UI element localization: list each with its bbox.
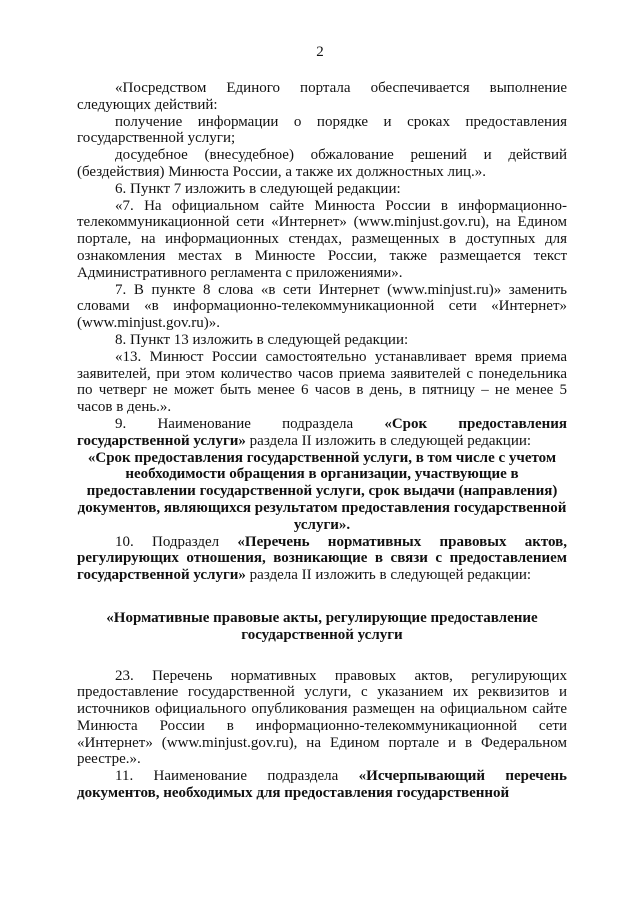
item-9-tail: раздела II изложить в следующей редакции: — [245, 432, 532, 449]
heading-normative-acts: «Нормативные правовые акты, регулирующие предоставление государственной услуги — [106, 609, 538, 643]
paragraph-appeal: досудебное (внесудебное) обжалование решений и действий (бездействия) Минюста России, а также их должностных лиц.». — [77, 147, 567, 180]
item-9-lead: 9. Наименование подраздела — [115, 415, 385, 432]
item-10-bold: «Перечень нормативных правовых актов, регулирующих отношения, возникающие в связи с предоставлением государственной услуги» — [77, 533, 567, 584]
item-10-lead: 10. Подраздел — [115, 533, 238, 550]
paragraph-item-13-text: «13. Минюст России самостоятельно устанавливает время приема заявителей, при этом количество часов приема заявителей с понедельника по четверг не может быть менее 6 часов в день, в пятницу – не менее 5 часов в день.». — [77, 348, 567, 416]
page-number: 2 — [316, 44, 324, 60]
paragraph-item-10 — [77, 534, 567, 584]
paragraph-item-8: 8. Пункт 13 изложить в следующей редакции: — [115, 331, 409, 348]
paragraph-info-receipt: получение информации о порядке и сроках предоставления государственной услуги; — [77, 113, 567, 147]
item-11-lead: 11. Наименование подраздела — [115, 768, 359, 785]
paragraph-item-9 — [77, 416, 567, 450]
item-9-bold: «Срок предоставления государственной услуги» — [77, 415, 568, 449]
item-10-tail: раздела II изложить в следующей редакции: — [245, 567, 532, 584]
paragraph-item-7: 7. В пункте 8 слова «в сети Интернет (www.minjust.ru)» заменить словами «в информационно-телекоммуникационной сети «Интернет» (www.minjust.gov.ru)». — [77, 281, 567, 332]
paragraph-item-23: 23. Перечень нормативных правовых актов, регулирующих предоставление государственной услуги, с указанием их реквизитов и источников официального опубликования размещен на официальном сайте Минюста России в информационно-телекоммуникационной сети «Интернет» (www.minjust.gov.ru), на Едином портале и в Федеральном реестре.». — [77, 667, 567, 768]
paragraph-item-7-text: «7. На официальном сайте Минюста России в информационно-телекоммуникационной сети «Интернет» (www.minjust.gov.ru), на Едином портале, на информационных стендах, размещенных в доступных для ознакомления местах в Минюсте России, также размещается текст Административного регламента с приложениями». — [77, 197, 567, 281]
paragraph-item-11 — [77, 768, 567, 802]
item-11-bold: «Исчерпывающий перечень документов, необходимых для предоставления государственной — [77, 768, 567, 802]
paragraph-portal-actions: «Посредством Единого портала обеспечивается выполнение следующих действий: — [77, 80, 567, 113]
heading-term-of-service: «Срок предоставления государственной услуги, в том числе с учетом необходимости обращения в организации, участвующие в предоставлении государственной услуги, срок выдачи (направления) документов, являющихся результатом предоставления государственной услуги». — [77, 449, 567, 533]
paragraph-item-6: 6. Пункт 7 изложить в следующей редакции: — [115, 180, 401, 197]
document-body — [77, 80, 567, 802]
